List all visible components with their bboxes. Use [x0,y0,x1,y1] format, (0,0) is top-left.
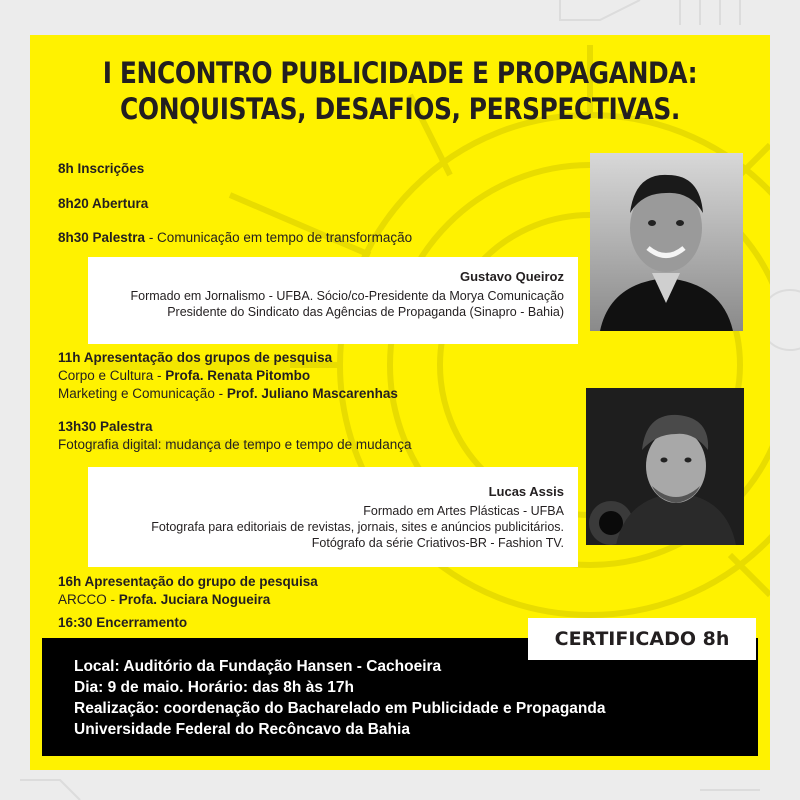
schedule-grupo-3 [58,592,270,607]
schedule-palestra-2-title: Fotografia digital: mudança de tempo e tempo de mudança [58,437,412,452]
schedule-grupo-2 [58,386,398,401]
event-poster [30,35,770,770]
speaker-photo-gustavo [590,153,743,331]
palestra-1-time: 8h30 Palestra [58,230,146,245]
info-universidade: Universidade Federal do Recôncavo da Bahia [74,721,410,738]
certificate-badge: CERTIFICADO 8h [528,618,756,660]
palestra-1-title: - Comunicação em tempo de transformação [145,230,413,245]
title-line-1: I ENCONTRO PUBLICIDADE E PROPAGANDA: [102,56,698,90]
grupo-2-name: Marketing e Comunicação - [58,386,227,401]
speaker-card-lucas [88,467,578,567]
schedule-palestra-2-time: 13h30 Palestra [58,419,153,434]
title-line-2: CONQUISTAS, DESAFIOS, PERSPECTIVAS. [120,92,680,126]
schedule-grupo-1 [58,368,310,383]
schedule-abertura: 8h20 Abertura [58,196,149,211]
speaker-bio-line: Formado em Artes Plásticas - UFBA [363,504,564,518]
info-local: Local: Auditório da Fundação Hansen - Cachoeira [74,658,442,675]
schedule-inscricoes: 8h Inscrições [58,161,145,176]
grupo-1-name: Corpo e Cultura - [58,368,166,383]
poster-title [82,55,718,127]
schedule-grupo-3-time: 16h Apresentação do grupo de pesquisa [58,574,318,589]
speaker-photo-lucas [586,388,744,545]
speaker-name: Lucas Assis [488,484,564,499]
schedule-grupos: 11h Apresentação dos grupos de pesquisa [58,350,333,365]
speaker-bio-line: Presidente do Sindicato das Agências de Propaganda (Sinapro - Bahia) [167,305,564,319]
info-realizacao: Realização: coordenação do Bacharelado em Publicidade e Propaganda [74,700,606,717]
speaker-bio-line: Fotógrafo da série Criativos-BR - Fashion TV. [311,536,564,550]
speaker-bio-line: Formado em Jornalismo - UFBA. Sócio/co-Presidente da Morya Comunicação [130,289,564,303]
speaker-bio-line: Fotografa para editoriais de revistas, jornais, sites e anúncios publicitários. [151,520,564,534]
grupo-3-name: ARCCO - [58,592,119,607]
speaker-card-gustavo [88,257,578,344]
schedule-encerramento: 16:30 Encerramento [58,615,188,630]
speaker-name: Gustavo Queiroz [459,269,564,284]
info-date-time: Dia: 9 de maio. Horário: das 8h às 17h [74,679,354,696]
grupo-2-prof: Prof. Juliano Mascarenhas [226,386,398,401]
schedule-palestra-1 [58,230,412,245]
grupo-1-prof: Profa. Renata Pitombo [165,368,311,383]
grupo-3-prof: Profa. Juciara Nogueira [118,592,271,607]
